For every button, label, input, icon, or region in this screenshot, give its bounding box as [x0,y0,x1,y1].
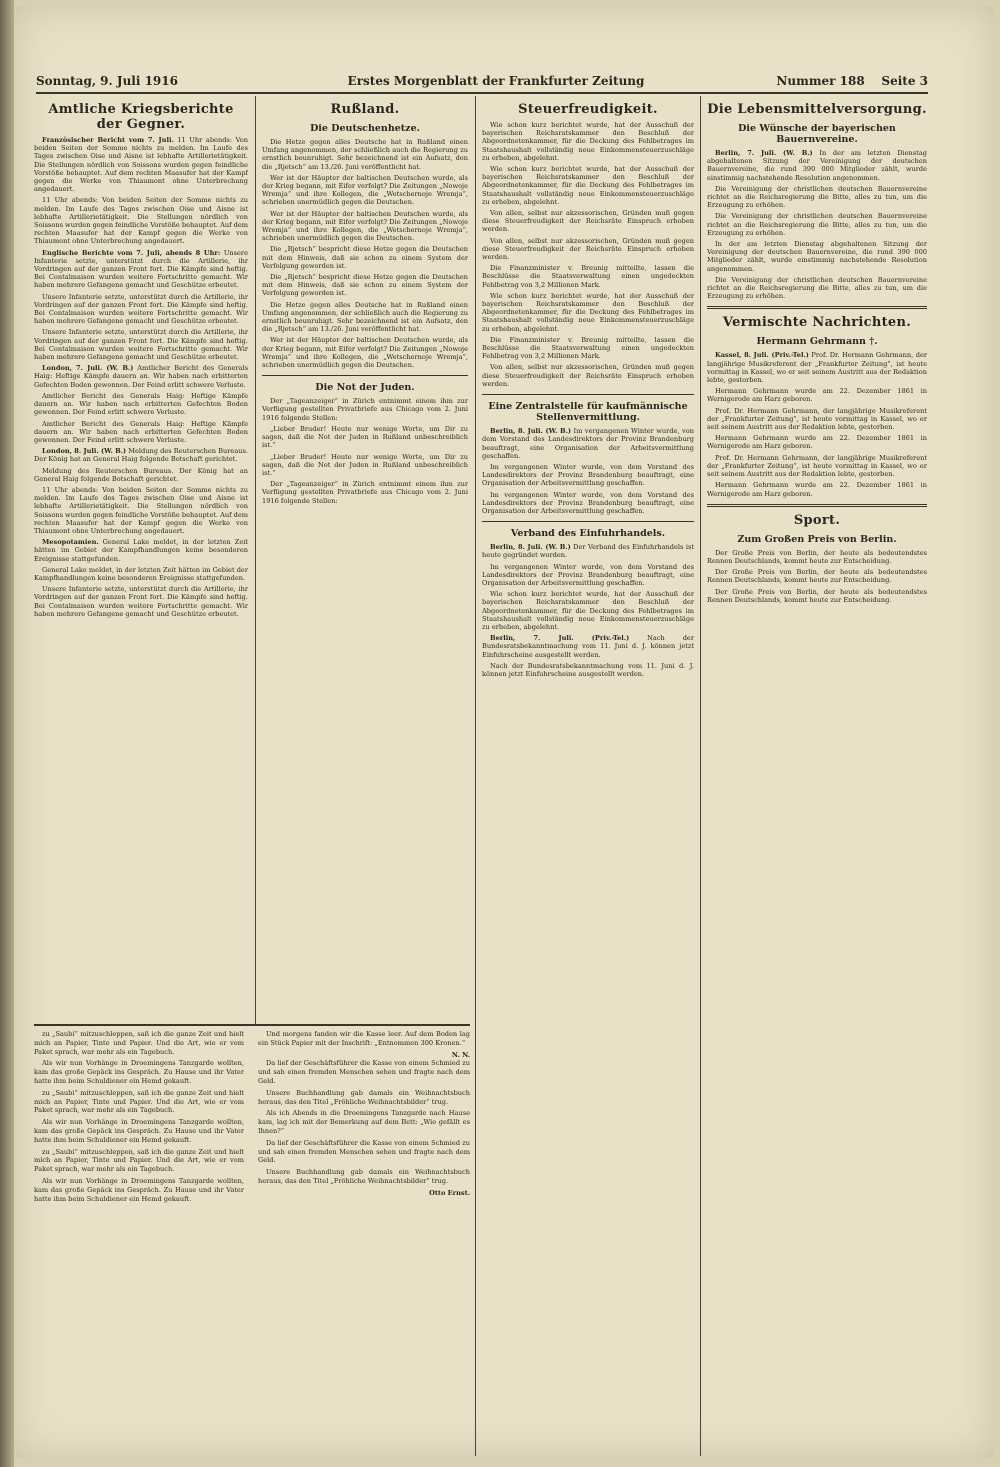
article-text: Die Finanzminister v. Breunig mitteilte, lassen die Beschlüsse die Staatsverwaltung einen ungedeckten Fehlbetrag von 3,2 Millionen Mark. [482,335,694,361]
article-text: Meldung des Reuterschen Bureaus. Der König hat an General Haig folgende Botschaft gerichtet. [34,466,248,483]
feuilleton-text: Da lief der Geschäftsführer die Kasse von einem Schmied zu und sah einen fremden Menschen sehen und fragte nach dem Geld. [258,1059,470,1085]
section-divider [707,306,927,309]
page-header [36,70,928,94]
article-text: Prof. Dr. Hermann Gehrmann, der langjährige Musikreferent der „Frankfurter Zeitung“, ist heute vormittag in Kassel, wo er seit seinem Austritt aus der Redaktion lebte, gestorben. [707,351,927,385]
article-text: In der am letzten Dienstag abgehaltenen Sitzung der Vereinigung der deutschen Bauernvereine, die rund 390 000 Mitglieder zählt, wurde einstimmig nachstehende Resolution angenommen. [707,149,927,182]
article-title: Amtliche Kriegsberichte der Gegner. [48,102,234,132]
feuilleton-text: zu „Saubi“ mitzuschleppen, saß ich die ganze Zeit und hielt mich an Papier, Tinte und Papier. Und die Art, wie er vom Paket sprach, war mehr als ein Tagebuch. [34,1147,244,1174]
dateline: Berlin, 7. Juli. (W. B.) [715,149,813,157]
article-text: Die Hetze gegen alles Deutsche hat in Rußland einen Umfang angenommen, der schließlich auch die Regierung zu ernstlich beunruhigt. Sehr bezeichnend ist ein Aufsatz, den die „Rjetsch“ am 13./26. Juni veröffentlicht hat. [262,300,468,334]
article-text: Wie schon kurz berichtet wurde, hat der Ausschuß der bayerischen Reichsratskammer den Beschluß der Abgeordnetenkammer, für die Deckung des Fehlbetrages im Staatshaushalt vollständig neue Einkommensteuerzuschläge zu erheben, abgelehnt. [482,121,694,162]
article-text: Wie schon kurz berichtet wurde, hat der Ausschuß der bayerischen Reichsratskammer den Beschluß der Abgeordnetenkammer, für die Deckung des Fehlbetrages im Staatshaushalt vollständig neue Einkommensteuerzuschläge zu erheben, abgelehnt. [482,291,694,333]
article-text: Die Finanzminister v. Breunig mitteilte, lassen die Beschlüsse die Staatsverwaltung einen ungedeckten Fehlbetrag von 3,2 Millionen Mark. [482,264,694,289]
dateline: Mesopotamien. [42,538,99,547]
article-text: „Lieber Bruder! Heute nur wenige Worte, um Dir zu sagen, daß die Not der Juden in Rußland unbeschreiblich ist.“ [262,452,468,477]
article-text: Die Vereinigung der christlichen deutschen Bauernvereine richtet an die Reichsregierung die Bitte, alles zu tun, um die Erzeugung zu erhöhen. [707,275,927,301]
article-text: Die Vereinigung der christlichen deutschen Bauernvereine richtet an die Reichsregierung die Bitte, alles zu tun, um die Erzeugung zu erhöhen. [707,212,927,237]
article-subtitle: Verband des Einfuhrhandels. [510,528,666,540]
article-text: Der Verband des Einfuhrhandels ist heute gegründet worden. [482,543,694,560]
feuilleton-text: Als ich Abends in die Droemingens Tanzgarde nach Hause kam, lag ich mit der Bemerkung auf dem Bett: „Wie gefällt es Ihnen?“ [258,1109,470,1135]
feuilleton-text: Als wir nun Vorhänge in Droemingens Tanzgarde wollten, kam das große Gepäck ins Gespräch. Zu Hause und ihr Vater hatte ihm beim Schuldiener ein Hemd gekauft. [34,1118,244,1144]
article-text: Amtlicher Bericht des Generals Haig: Heftige Kämpfe dauern an. Wir haben nach erbitterten Gefechten Boden gewonnen. Der Feind erlitt schwere Verluste. [34,391,248,417]
article-text: Der „Tageanzeiger“ in Zürich entnimmt einem ihm zur Verfügung gestellten Privatbriefe aus Chicago vom 2. Juni 1916 folgende Stellen: [262,480,468,505]
article-title: Rußland. [330,102,400,117]
feuilleton-left [34,1030,244,1440]
article-text: Im vergangenen Winter wurde, von dem Vorstand des Landesdirektors der Provinz Brandenburg beauftragt, eine Organisation der Arbeitsvermittlung geschaffen. [482,562,694,587]
header-number [776,74,928,88]
article-text: Hermann Gehrmann wurde am 22. Dezember 1861 in Wernigerode am Harz geboren. [707,434,927,451]
article-text: Die „Rjetsch“ bespricht diese Hetze gegen die Deutschen mit dem Hinweis, daß sie schon zu einem System der Verfolgung geworden ist. [262,273,468,298]
article-text: Prof. Dr. Hermann Gehrmann, der langjährige Musikreferent der „Frankfurter Zeitung“, ist heute vormittag in Kassel, wo er seit seinem Austritt aus der Redaktion lebte, gestorben. [707,406,927,432]
column-rule [255,96,256,1026]
dateline: Berlin, 7. Juli. (Priv.-Tel.) [490,634,630,643]
article-text: Wer ist der Häupter der baltischen Deutschen wurde, als der Krieg begann, mit Eifer verfolgt? Die Zeitungen „Nowoje Wremja“ und ihre Kollegen, die „Wetschernoje Wremja“, schrieben unermüdlich gegen die Deutschen. [262,173,468,207]
section-divider [482,394,694,395]
article-subtitle: Die Not der Juden. [315,382,415,394]
feuilleton-text: Unsere Buchhandlung gab damals ein Weihnachtsbuch heraus, das den Titel „Fröhliche Weihnachtsbilder“ trug. [258,1088,470,1106]
article-subtitle: Eine Zentralstelle für kaufmännische Stellenvermittlung. [488,401,688,424]
article-title: Die Lebensmittelversorgung. [707,102,927,117]
article-text: Wie schon kurz berichtet wurde, hat der Ausschuß der bayerischen Reichsratskammer den Beschluß der Abgeordnetenkammer, für die Deckung des Fehlbetrages im Staatshaushalt vollständig neue Einkommensteuerzuschläge zu erheben, abgelehnt. [482,590,694,631]
article-text: Meldung des Reuterschen Bureaus. Der König hat an General Haig folgende Botschaft gerichtet. [34,447,248,464]
article-title: Vermischte Nachrichten. [722,315,912,331]
column-war-reports [34,96,248,1021]
article-text: 11 Uhr abends: Von beiden Seiten der Somme nichts zu melden. Im Laufe des Tages zwischen Oise und Aisne ist lebhafte Artillerietätigkeit. Die Stellungen nördlich von Soissons wurden gegen feindliche Vorstöße behauptet. Auf dem rechten Maasufer hat der Kampf gegen die Werke von Thiaumont ohne Unterbrechung angedauert. [34,136,248,194]
section-divider [482,521,694,522]
article-subtitle: Zum Großen Preis von Berlin. [737,533,897,545]
feuilleton-text: Und morgens fanden wir die Kasse leer. Auf dem Boden lag ein Stück Papier mit der Inschrift: „Entnommen 300 Kronen.“ [258,1030,470,1047]
article-text: In der am letzten Dienstag abgehaltenen Sitzung der Vereinigung der deutschen Bauernvereine, die rund 390 000 Mitglieder zählt, wurde einstimmig nachstehende Resolution angenommen. [707,240,927,273]
article-text: Der Große Preis von Berlin, der heute als bedeutendstes Rennen Deutschlands, kommt heute zur Entscheidung. [707,568,927,585]
feuilleton-text: zu „Saubi“ mitzuschleppen, saß ich die ganze Zeit und hielt mich an Papier, Tinte und Papier. Und die Art, wie er vom Paket sprach, war mehr als ein Tagebuch. [34,1030,244,1056]
column-food-supply [707,96,927,1451]
article-text: 11 Uhr abends: Von beiden Seiten der Somme nichts zu melden. Im Laufe des Tages zwischen Oise und Aisne ist lebhafte Artillerietätigkeit. Die Stellungen nördlich von Soissons wurden gegen feindliche Vorstöße behauptet. Auf dem rechten Maasufer hat der Kampf gegen die Werke von Thiaumont ohne Unterbrechung angedauert. [34,485,248,535]
article-text: Unsere Infanterie setzte, unterstützt durch die Artillerie, ihr Vordringen auf der ganzen Front fort. Die Kämpfe sind heftig. Bei Contalmaison wurden weitere Fortschritte gemacht. Wir haben mehrere Gefangene gemacht und Geschütze erbeutet. [34,248,248,290]
article-subtitle: Die Wünsche der bayerischen Bauernvereine. [738,123,896,145]
feuilleton-rule [34,1024,470,1026]
column-taxes [482,96,694,1451]
article-text: Von allen, selbst nur akzessorischen, Gründen muß gegen diese Steuerfreudigkeit der Reichsräte Einspruch erhoben werden. [482,236,694,262]
article-text: Hermann Gehrmann wurde am 22. Dezember 1861 in Wernigerode am Harz geboren. [707,387,927,404]
article-text: Unsere Infanterie setzte, unterstützt durch die Artillerie, ihr Vordringen auf der ganzen Front fort. Die Kämpfe sind heftig. Bei Contalmaison wurden weitere Fortschritte gemacht. Wir haben mehrere Gefangene gemacht und Geschütze erbeutet. [34,328,248,362]
column-rule [700,96,701,1456]
article-text: Der Große Preis von Berlin, der heute als bedeutendstes Rennen Deutschlands, kommt heute zur Entscheidung. [707,587,927,604]
article-text: Amtlicher Bericht des Generals Haig: Heftige Kämpfe dauern an. Wir haben nach erbitterten Gefechten Boden gewonnen. Der Feind erlitt schwere Verluste. [34,364,248,389]
article-text: Die Vereinigung der christlichen deutschen Bauernvereine richtet an die Reichsregierung die Bitte, alles zu tun, um die Erzeugung zu erhöhen. [707,184,927,210]
article-text: Im vergangenen Winter wurde, von dem Vorstand des Landesdirektors der Provinz Brandenburg beauftragt, eine Organisation der Arbeitsvermittlung geschaffen. [482,490,694,515]
article-text: Wer ist der Häupter der baltischen Deutschen wurde, als der Krieg begann, mit Eifer verfolgt? Die Zeitungen „Nowoje Wremja“ und ihre Kollegen, die „Wetschernoje Wremja“, schrieben unermüdlich gegen die Deutschen. [262,209,468,243]
article-text: Die Hetze gegen alles Deutsche hat in Rußland einen Umfang angenommen, der schließlich auch die Regierung zu ernstlich beunruhigt. Sehr bezeichnend ist ein Aufsatz, den die „Rjetsch“ am 13./26. Juni veröffentlicht hat. [262,138,468,171]
article-text: Amtlicher Bericht des Generals Haig: Heftige Kämpfe dauern an. Wir haben nach erbitterten Gefechten Boden gewonnen. Der Feind erlitt schwere Verluste. [34,419,248,444]
article-text: Prof. Dr. Hermann Gehrmann, der langjährige Musikreferent der „Frankfurter Zeitung“, ist heute vormittag in Kassel, wo er seit seinem Austritt aus der Redaktion lebte, gestorben. [707,453,927,479]
book-spine [0,0,14,1467]
article-subtitle: Hermann Gehrmann †. [756,336,878,348]
article-text: Der Große Preis von Berlin, der heute als bedeutendstes Rennen Deutschlands, kommt heute zur Entscheidung. [707,548,927,565]
dateline: Französischer Bericht vom 7. Juli. [42,136,174,144]
article-text: Unsere Infanterie setzte, unterstützt durch die Artillerie, ihr Vordringen auf der ganzen Front fort. Die Kämpfe sind heftig. Bei Contalmaison wurden weitere Fortschritte gemacht. Wir haben mehrere Gefangene gemacht und Geschütze erbeutet. [34,585,248,618]
section-divider [262,375,468,376]
feuilleton-text: Da lief der Geschäftsführer die Kasse von einem Schmied zu und sah einen fremden Menschen sehen und fragte nach dem Geld. [258,1138,470,1165]
feuilleton-text: Unsere Buchhandlung gab damals ein Weihnachtsbuch heraus, das den Titel „Fröhliche Weihnachtsbilder“ trug. [258,1168,470,1185]
feuilleton-signature: Otto Ernst. [429,1188,470,1197]
article-text: General Lake meldet, in der letzten Zeit hätten im Gebiet der Kampfhandlungen keine besonderen Ereignisse stattgefunden. [34,565,248,582]
article-text: Von allen, selbst nur akzessorischen, Gründen muß gegen diese Steuerfreudigkeit der Reichsräte Einspruch erhoben werden. [482,209,694,234]
article-text: Die „Rjetsch“ bespricht diese Hetze gegen die Deutschen mit dem Hinweis, daß sie schon zu einem System der Verfolgung geworden ist. [262,245,468,270]
column-russia [262,96,468,1021]
feuilleton-text: Als wir nun Vorhänge in Droemingens Tanzgarde wollten, kam das große Gepäck ins Gespräch. Zu Hause und ihr Vater hatte ihm beim Schuldiener ein Hemd gekauft. [34,1176,244,1203]
article-text: Im vergangenen Winter wurde, von dem Vorstand des Landesdirektors der Provinz Brandenburg beauftragt, eine Organisation der Arbeitsvermittlung geschaffen. [482,427,694,460]
article-text: Nach der Bundesratsbekanntmachung vom 11. Juni d. J. können jetzt Einfuhrscheine ausgestellt werden. [482,661,694,678]
article-text: Wie schon kurz berichtet wurde, hat der Ausschuß der bayerischen Reichsratskammer den Beschluß der Abgeordnetenkammer, für die Deckung des Fehlbetrages im Staatshaushalt vollständig neue Einkommensteuerzuschläge zu erheben, abgelehnt. [482,165,694,206]
article-text: Wer ist der Häupter der baltischen Deutschen wurde, als der Krieg begann, mit Eifer verfolgt? Die Zeitungen „Nowoje Wremja“ und ihre Kollegen, die „Wetschernoje Wremja“, schrieben unermüdlich gegen die Deutschen. [262,336,468,370]
column-rule [475,96,476,1456]
feuilleton-text: zu „Saubi“ mitzuschleppen, saß ich die ganze Zeit und hielt mich an Papier, Tinte und Papier. Und die Art, wie er vom Paket sprach, war mehr als ein Tagebuch. [34,1088,244,1115]
dateline: London, 7. Juli. (W. B.) [42,364,134,373]
article-subtitle: Die Deutschenhetze. [310,123,420,134]
header-date: Sonntag, 9. Juli 1916 [36,74,178,88]
article-text: 11 Uhr abends: Von beiden Seiten der Somme nichts zu melden. Im Laufe des Tages zwischen Oise und Aisne ist lebhafte Artillerietätigkeit. Die Stellungen nördlich von Soissons wurden gegen feindliche Vorstöße behauptet. Auf dem rechten Maasufer hat der Kampf gegen die Werke von Thiaumont ohne Unterbrechung angedauert. [34,196,248,246]
article-title: Sport. [793,512,841,528]
article-text: Hermann Gehrmann wurde am 22. Dezember 1861 in Wernigerode am Harz geboren. [707,481,927,498]
article-text: General Lake meldet, in der letzten Zeit hätten im Gebiet der Kampfhandlungen keine besonderen Ereignisse stattgefunden. [34,538,248,563]
header-paper-title: Erstes Morgenblatt der Frankfurter Zeitung [347,74,645,88]
dateline: Berlin, 8. Juli. (W. B.) [490,427,572,436]
section-divider [707,504,927,507]
article-text: Von allen, selbst nur akzessorischen, Gründen muß gegen diese Steuerfreudigkeit der Reichsräte Einspruch erhoben werden. [482,363,694,388]
feuilleton-right [258,1030,470,1440]
header-page-number: Seite 3 [881,74,928,88]
dateline: Berlin, 8. Juli. (W. B.) [490,543,571,552]
article-title: Steuerfreudigkeit. [518,102,658,117]
article-text: Im vergangenen Winter wurde, von dem Vorstand des Landesdirektors der Provinz Brandenburg beauftragt, eine Organisation der Arbeitsvermittlung geschaffen. [482,462,694,488]
header-issue-number: Nummer 188 [776,74,865,88]
dateline: London, 8. Juli. (W. B.) [42,447,127,456]
article-text: „Lieber Bruder! Heute nur wenige Worte, um Dir zu sagen, daß die Not der Juden in Rußland unbeschreiblich ist.“ [262,424,468,450]
article-text: Nach der Bundesratsbekanntmachung vom 11. Juni d. J. können jetzt Einfuhrscheine ausgestellt werden. [482,634,694,659]
feuilleton-text: Als wir nun Vorhänge in Droemingens Tanzgarde wollten, kam das große Gepäck ins Gespräch. Zu Hause und ihr Vater hatte ihm beim Schuldiener ein Hemd gekauft. [34,1059,244,1085]
article-text: Unsere Infanterie setzte, unterstützt durch die Artillerie, ihr Vordringen auf der ganzen Front fort. Die Kämpfe sind heftig. Bei Contalmaison wurden weitere Fortschritte gemacht. Wir haben mehrere Gefangene gemacht und Geschütze erbeutet. [34,292,248,326]
dateline: Englische Berichte vom 7. Juli, abends 8 Uhr: [42,248,221,257]
dateline: Kassel, 8. Juli. (Priv.-Tel.) [715,351,809,360]
article-text: Der „Tageanzeiger“ in Zürich entnimmt einem ihm zur Verfügung gestellten Privatbriefe aus Chicago vom 2. Juni 1916 folgende Stellen: [262,397,468,422]
feuilleton-signature: N. N. [451,1050,470,1059]
